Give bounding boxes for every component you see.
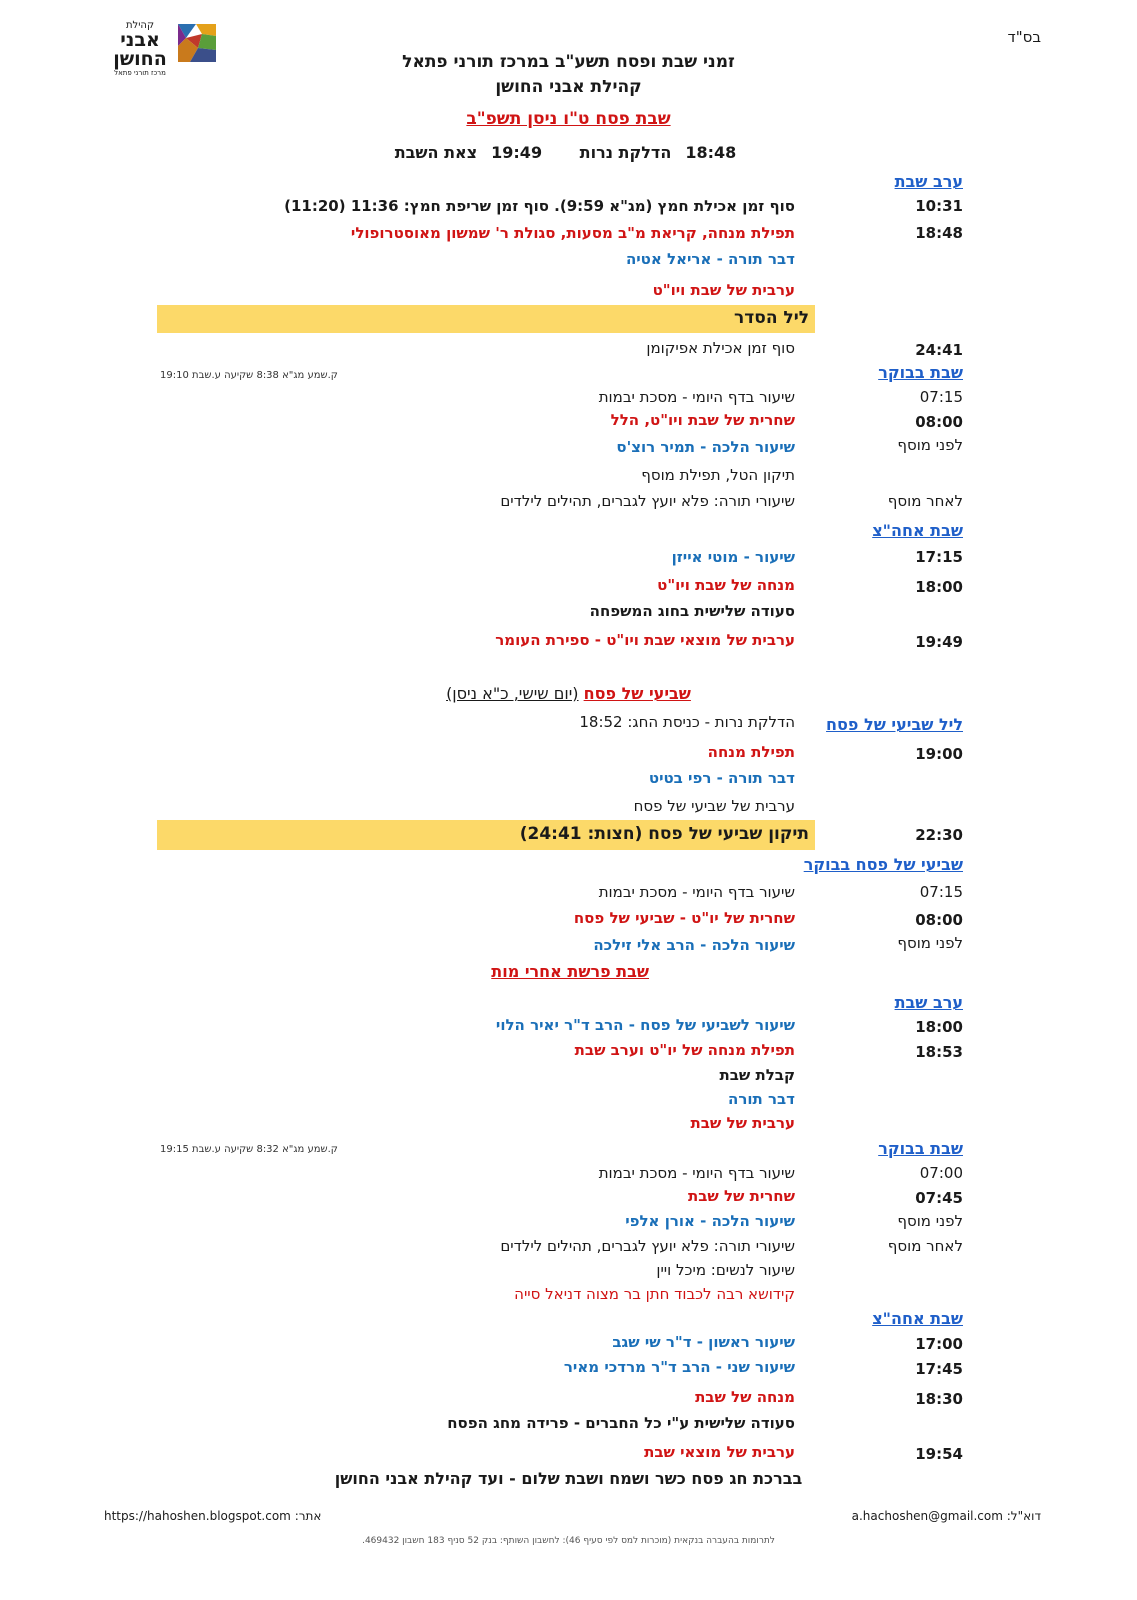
s7-r5-text: שיעור לנשים: מיכל ויין (656, 1261, 795, 1279)
candle-label: הדלקת נרות (579, 143, 672, 162)
havdala-label: צאת השבת (394, 143, 478, 162)
s4-r3-text: דבר תורה - רפי בטיט (648, 769, 795, 787)
havdala-time: 19:49 (491, 143, 543, 162)
bsd-mark: בס"ד (1007, 28, 1041, 46)
acharei-heading: שבת פרשת אחרי מות (491, 962, 649, 981)
section-title-shabbat-afternoon-2: שבת אחה"צ (872, 1309, 963, 1328)
tikun-band-text: תיקון שביעי של פסח (חצות: 24:41) (519, 824, 809, 844)
s3-r4-time: 19:49 (915, 633, 963, 651)
s8-r1-time: 17:00 (915, 1335, 963, 1353)
seder-band (157, 305, 815, 333)
s7-r3-time: לפני מוסף (897, 1212, 963, 1230)
s2-note: ק.שמע מג"א 8:38 שקיעה ע.שבת 19:10 (160, 370, 338, 381)
s4-r4-text: ערבית של שביעי של פסח (633, 797, 795, 815)
s3-r1-text: שיעור - מוטי אייזן (671, 548, 795, 566)
s2-r3-time: לפני מוסף (897, 436, 963, 454)
s8-r5-time: 19:54 (915, 1445, 963, 1463)
logo-line1: אבני (120, 29, 160, 51)
tikun-band (157, 820, 815, 850)
s1-r3-text: דבר תורה - אריאל אטיה (625, 250, 795, 268)
s5-r3-text: שיעור הלכה - הרב אלי זילכה (593, 936, 795, 954)
logo-line2: החושן (113, 48, 167, 70)
s3-r3-text: סעודה שלישית בחוג המשפחה (589, 602, 795, 620)
s1-r2-text: תפילת מנחה, קריאת מ"ב מסעות, סגולת ר' שמשון מאוסטרופולי (350, 224, 795, 242)
page-title: זמני שבת ופסח תשע"ב במרכז תורני פתאל (402, 52, 735, 72)
s6-r2-time: 18:53 (915, 1043, 963, 1061)
s7-r1-text: שיעור בדף היומי - מסכת יבמות (598, 1164, 795, 1182)
logo-top: קהילת (125, 20, 155, 31)
s1-r1-time: 10:31 (915, 197, 963, 215)
bank-note: לתרומות בהעברה בנקאית (מוכרות למס לפי סעיף 46): לחשבון השותף: בנק 52 סניף 183 חשבון 469432. (362, 1536, 775, 1546)
s7-r2-text: שחרית של שבת (687, 1187, 795, 1205)
s2-r5-text: שיעורי תורה: פלא יועץ לגברים, תהילים לילדים (500, 492, 795, 510)
shvii-heading: שביעי של פסח (583, 684, 691, 703)
s2-r2-text: שחרית של שבת ויו"ט, הלל (610, 411, 795, 429)
logo-sub: מרכז תורני פתאל (114, 69, 166, 77)
s8-r3-time: 18:30 (915, 1390, 963, 1408)
s8-r2-time: 17:45 (915, 1360, 963, 1378)
s4-r1-text: הדלקת נרות - כניסת החג: 18:52 (579, 713, 795, 731)
s3-r2-text: מנחה של שבת ויו"ט (657, 576, 795, 594)
section-title-shabbat-afternoon: שבת אחה"צ (872, 521, 963, 540)
s6-r1-text: שיעור לשביעי של פסח - הרב ד"ר יאיר הלוי (495, 1016, 795, 1034)
s8-r4-text: סעודה שלישית ע"י כל החברים - פרידה מחג הפסח (447, 1414, 795, 1432)
s7-r1-time: 07:00 (919, 1164, 963, 1182)
s5-r1-time: 07:15 (919, 883, 963, 901)
s5-r2-text: שחרית של יו"ט - שביעי של פסח (573, 909, 795, 927)
site-link[interactable]: https://hahoshen.blogspot.com (104, 1509, 291, 1523)
s4-r2-text: תפילת מנחה (707, 743, 795, 761)
s4-r2-time: 19:00 (915, 745, 963, 763)
candle-havdala-line (0, 143, 1137, 162)
s2-r5-time: לאחר מוסף (887, 492, 963, 510)
section-title-leil-shvii: ליל שביעי של פסח (826, 715, 963, 734)
s5-r1-text: שיעור בדף היומי - מסכת יבמות (598, 883, 795, 901)
s2-r3-text: שיעור הלכה - תמיר רוצ'ס (616, 438, 795, 456)
candle-time: 18:48 (685, 143, 737, 162)
section-title-shvii-morning: שביעי של פסח בבוקר (803, 855, 963, 874)
s5-r2-time: 08:00 (915, 911, 963, 929)
seder-time: 24:41 (915, 341, 963, 359)
s2-r2-time: 08:00 (915, 413, 963, 431)
section-title-shabbat-morning-2: שבת בבוקר (878, 1139, 963, 1158)
s3-r4-text: ערבית של מוצאי שבת ויו"ט - ספירת העומר (495, 631, 795, 649)
s7-note: ק.שמע מג"א 8:32 שקיעה ע.שבת 19:15 (160, 1144, 338, 1155)
s2-r4-text: תיקון הטל, תפילת מוסף (641, 466, 795, 484)
footer-site (104, 1509, 321, 1523)
section-title-erev-shabbat-2: ערב שבת (894, 993, 963, 1012)
s8-r2-text: שיעור שני - הרב ד"ר מרדכי מאיר (563, 1358, 795, 1376)
s8-r1-text: שיעור ראשון - ד"ר שי שגב (612, 1333, 795, 1351)
s2-r1-text: שיעור בדף היומי - מסכת יבמות (598, 388, 795, 406)
section-title-erev-shabbat: ערב שבת (894, 172, 963, 191)
s7-r3-text: שיעור הלכה - אורן אלפי (625, 1212, 795, 1230)
s3-r2-time: 18:00 (915, 578, 963, 596)
email-link[interactable]: a.hachoshen@gmail.com (851, 1509, 1003, 1523)
s6-r2-text: תפילת מנחה של יו"ט וערב שבת (574, 1041, 795, 1059)
s2-r1-time: 07:15 (919, 388, 963, 406)
s8-r5-text: ערבית של מוצאי שבת (644, 1443, 795, 1461)
s1-r2-time: 18:48 (915, 224, 963, 242)
shabbat-heading: שבת פסח ט"ו ניסן תשפ"ב (466, 109, 671, 129)
s6-r3-text: קבלת שבת (719, 1066, 795, 1084)
seder-band-text: ליל הסדר (734, 308, 809, 328)
s3-r1-time: 17:15 (915, 548, 963, 566)
s7-r6-text: קידושא רבה לכבוד חתן בר מצוה דניאל סייה (514, 1285, 795, 1303)
s6-r5-text: ערבית של שבת (690, 1114, 795, 1132)
s8-r3-text: מנחה של שבת (695, 1388, 795, 1406)
closing-blessing: בברכת חג פסח כשר ושמח ושבת שלום - ועד קהילת אבני החושן (334, 1469, 803, 1488)
s6-r1-time: 18:00 (915, 1018, 963, 1036)
section-title-shabbat-morning: שבת בבוקר (878, 363, 963, 382)
s1-r4-text: ערבית של שבת ויו"ט (652, 281, 795, 299)
shvii-heading-line (0, 684, 1137, 703)
s7-r2-time: 07:45 (915, 1189, 963, 1207)
s5-r3-time: לפני מוסף (897, 934, 963, 952)
email-label: דוא"ל: (1006, 1509, 1041, 1523)
shvii-heading-note: (יום שישי, כ"א ניסן) (446, 684, 579, 703)
s7-r4-text: שיעורי תורה: פלא יועץ לגברים, תהילים לילדים (500, 1237, 795, 1255)
s7-r4-time: לאחר מוסף (887, 1237, 963, 1255)
s1-r1-text: סוף זמן אכילת חמץ (מג"א 9:59). סוף זמן שריפת חמץ: 11:36 (11:20) (284, 197, 795, 215)
footer-email (852, 1509, 1041, 1523)
page-subtitle: קהילת אבני החושן (495, 77, 642, 97)
seder-text: סוף זמן אכילת אפיקומן (646, 339, 795, 357)
s6-r4-text: דבר תורה (728, 1090, 795, 1108)
tikun-time: 22:30 (915, 826, 963, 844)
site-label: אתר: (294, 1509, 322, 1523)
